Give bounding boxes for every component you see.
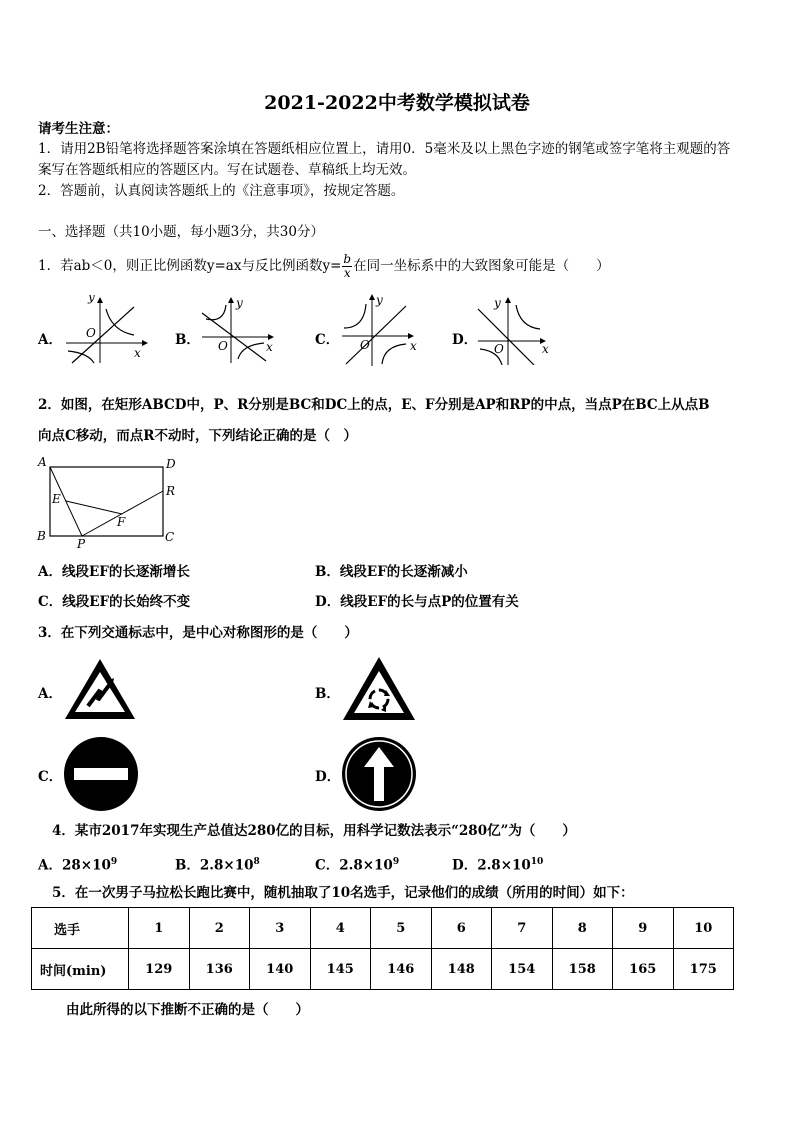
- point-c-label: C: [165, 530, 175, 544]
- axis-y-label: y: [236, 296, 243, 310]
- fraction-b-over-x: [342, 253, 352, 280]
- table-cell: 158: [552, 949, 613, 990]
- q4-option-b-exponent: 8: [253, 857, 260, 867]
- question-2-line-2: 向点C移动，而点R不动时，下列结论正确的是（ ）: [38, 428, 357, 444]
- q1-graph-b: [198, 295, 290, 365]
- q4-option-d: [452, 852, 543, 876]
- point-b-label: B: [37, 529, 46, 543]
- notice-line-1: 1．请用2B铅笔将选择题答案涂填在答题纸相应位置上，请用0．5毫米及以上黑色字迹的钢笔或签字笔将主观题的答: [38, 141, 731, 157]
- q4-option-a: [38, 852, 117, 876]
- double-bend-sign-icon: [62, 656, 138, 722]
- q1-option-a-label: A．: [38, 332, 62, 348]
- point-f-label: F: [117, 515, 126, 529]
- q3-option-b-label: B．: [315, 686, 340, 702]
- origin-label: O: [494, 342, 504, 356]
- axis-x-label: x: [266, 340, 273, 354]
- q3-option-a-label: A．: [38, 686, 62, 702]
- q4-option-d-exponent: 10: [530, 857, 544, 867]
- question-2-line-1: 2．如图，在矩形ABCD中，P、R分别是BC和DC上的点，E、F分别是AP和RP的中点，当点P在BC上从点B: [38, 397, 710, 413]
- q4-option-b: [175, 852, 260, 876]
- q1-option-c-label: C．: [315, 332, 340, 348]
- table-cell: 6: [431, 908, 492, 949]
- notice-line-3: 2．答题前，认真阅读答题纸上的《注意事项》，按规定答题。: [38, 183, 405, 199]
- q1-option-d-label: D．: [452, 332, 478, 348]
- table-cell: 148: [431, 949, 492, 990]
- q3-option-c-label: C．: [38, 769, 63, 785]
- table-cell: 9: [613, 908, 674, 949]
- q4-option-d-base: D．2.8×10: [452, 857, 531, 874]
- fraction-denominator: x: [343, 266, 351, 280]
- axis-x-label: x: [410, 339, 417, 353]
- table-cell: 1: [129, 908, 190, 949]
- q4-option-c-exponent: 9: [392, 857, 400, 867]
- notice-head: 请考生注意：: [38, 121, 119, 137]
- q1-stem-post: 在同一坐标系中的大致图象可能是（ ）: [353, 258, 610, 274]
- point-r-label: R: [166, 484, 176, 498]
- point-p-label: P: [77, 537, 86, 550]
- q2-option-b: B．线段EF的长逐渐减小: [315, 564, 468, 580]
- q2-option-a: A．线段EF的长逐渐增长: [38, 564, 190, 580]
- straight-ahead-sign-icon: [340, 735, 418, 813]
- q1-stem-pre: 1．若ab＜0，则正比例函数y=ax与反比例函数y=: [38, 258, 342, 274]
- q1-graph-c: [338, 292, 430, 368]
- table-cell: 175: [673, 949, 734, 990]
- table-cell: 145: [310, 949, 371, 990]
- page-title: 2021-2022中考数学模拟试卷: [264, 92, 530, 114]
- table-row: [32, 908, 734, 949]
- axis-y-label: y: [88, 295, 95, 304]
- table-cell: 5: [371, 908, 432, 949]
- point-d-label: D: [166, 457, 176, 471]
- q4-option-a-exponent: 9: [110, 857, 118, 867]
- axis-y-label: y: [494, 296, 501, 310]
- q3-option-d-label: D．: [315, 769, 341, 785]
- fraction-numerator: b: [343, 252, 352, 266]
- table-cell: 165: [613, 949, 674, 990]
- q1-graph-a: [62, 295, 154, 365]
- table-row: [32, 949, 734, 990]
- axis-x-label: x: [134, 346, 141, 360]
- q2-option-d: D．线段EF的长与点P的位置有关: [315, 594, 519, 610]
- question-5-stem: 5．在一次男子马拉松长跑比赛中，随机抽取了10名选手，记录他们的成绩（所用的时间）如下：: [52, 885, 634, 901]
- question-4-stem: 4．某市2017年实现生产总值达280亿的目标，用科学记数法表示“280亿”为（ ）: [52, 823, 576, 839]
- q4-option-a-base: A．28×10: [38, 857, 111, 874]
- table-cell: 4: [310, 908, 371, 949]
- results-table: [31, 907, 734, 990]
- origin-label: O: [360, 338, 370, 352]
- axis-x-label: x: [542, 342, 549, 356]
- q2-option-c: C．线段EF的长始终不变: [38, 594, 191, 610]
- roundabout-sign-icon: [340, 654, 418, 724]
- table-cell: 8: [552, 908, 613, 949]
- axis-y-label: y: [376, 293, 383, 307]
- table-cell: 140: [250, 949, 311, 990]
- q4-option-c-base: C．2.8×10: [315, 857, 393, 874]
- rectangle-abcd-figure: [34, 452, 184, 550]
- table-cell: 10: [673, 908, 734, 949]
- point-e-label: E: [52, 492, 61, 506]
- question-3-stem: 3．在下列交通标志中，是中心对称图形的是（ ）: [38, 625, 358, 641]
- origin-label: O: [86, 326, 96, 340]
- point-a-label: A: [38, 455, 47, 469]
- q1-option-b-label: B．: [175, 332, 200, 348]
- section-heading: 一、选择题（共10小题，每小题3分，共30分）: [38, 224, 324, 240]
- table-cell: 154: [492, 949, 553, 990]
- table-cell: 146: [371, 949, 432, 990]
- table-cell: 136: [189, 949, 250, 990]
- question-5-followup: 由此所得的以下推断不正确的是（ ）: [66, 1002, 309, 1018]
- table-cell: 129: [129, 949, 190, 990]
- notice-line-2: 案写在答题纸相应的答题区内。写在试题卷、草稿纸上均无效。: [38, 162, 416, 178]
- table-cell: 3: [250, 908, 311, 949]
- no-entry-sign-icon: [62, 735, 140, 813]
- origin-label: O: [218, 339, 228, 353]
- q4-option-c: [315, 852, 399, 876]
- table-header-cell: 时间(min): [32, 949, 129, 990]
- q1-graph-d: [474, 295, 566, 365]
- question-1-stem: [38, 246, 610, 286]
- q4-option-b-base: B．2.8×10: [175, 857, 254, 874]
- table-cell: 2: [189, 908, 250, 949]
- table-cell: 7: [492, 908, 553, 949]
- table-header-cell: 选手: [32, 908, 129, 949]
